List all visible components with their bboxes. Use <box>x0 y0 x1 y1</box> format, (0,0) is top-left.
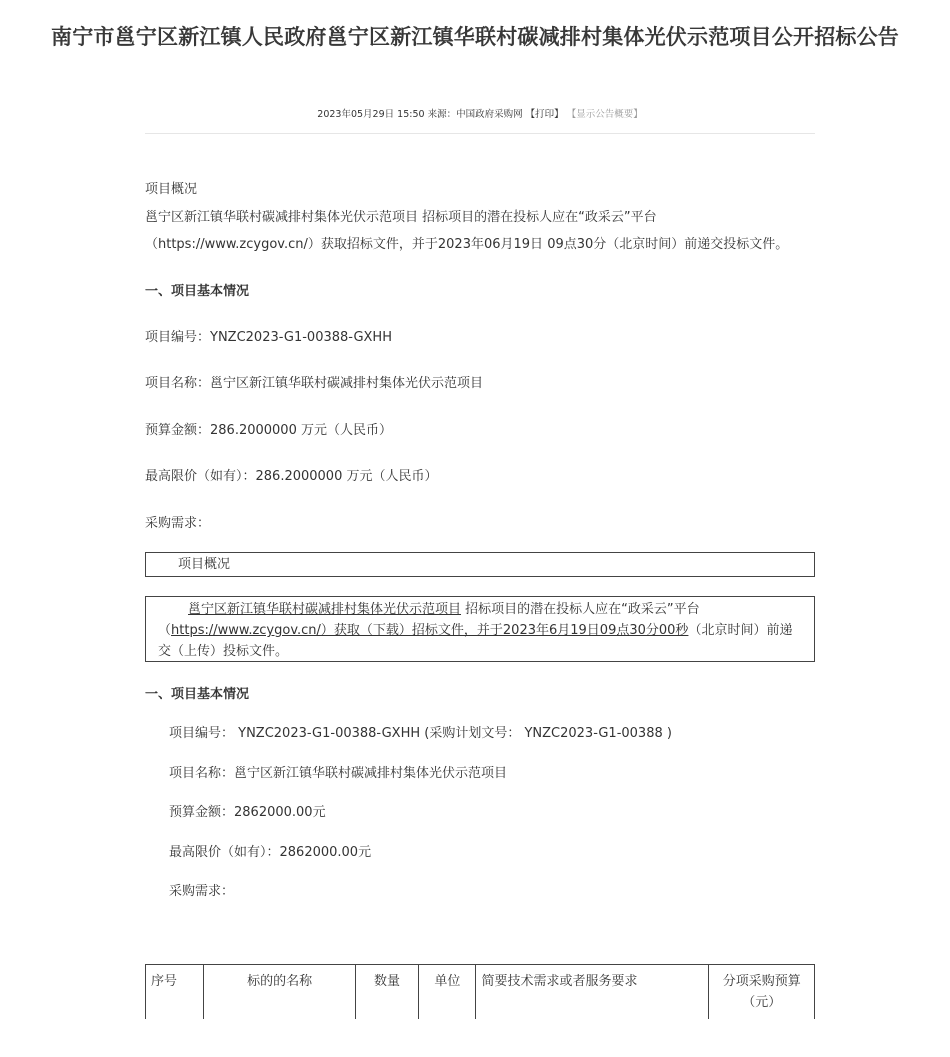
project-name-detail: 项目名称：邕宁区新江镇华联村碳减排村集体光伏示范项目 <box>169 766 508 781</box>
max-price-detail: 最高限价（如有）：2862000.00元 <box>169 845 372 860</box>
col-budget: 分项采购预算（元） <box>709 965 815 1020</box>
overview-line-1: 邕宁区新江镇华联村碳减排村集体光伏示范项目 招标项目的潜在投标人应在“政采云”平台 <box>145 210 657 225</box>
project-number-detail: 项目编号： YNZC2023-G1-00388-GXHH (采购计划文号： YNZC2023-G1-00388 ) <box>169 726 672 741</box>
requirements-table <box>145 964 815 1019</box>
budget-amount: 预算金额：286.2000000 万元（人民币） <box>145 423 392 438</box>
zcygov-link[interactable]: https://www.zcygov.cn/）获取（下载）招标文件，并于2023年6月19日09点30分00秒 <box>171 623 689 638</box>
max-price: 最高限价（如有）：286.2000000 万元（人民币） <box>145 469 438 484</box>
col-item-name: 标的的名称 <box>204 965 356 1020</box>
source-name: 中国政府采购网 <box>456 109 523 120</box>
overview-line-2: （https://www.zcygov.cn/）获取招标文件，并于2023年06月19日 09点30分（北京时间）前递交投标文件。 <box>145 237 789 252</box>
show-summary-link[interactable]: 【显示公告概要】 <box>566 109 643 120</box>
procurement-requirement-detail: 采购需求： <box>169 884 235 899</box>
overview-detail-text-b: （ <box>158 623 172 638</box>
page-title: 南宁市邕宁区新江镇人民政府邕宁区新江镇华联村碳减排村集体光伏示范项目公开招标公告 <box>51 25 899 49</box>
overview-heading: 项目概况 <box>145 182 198 197</box>
publish-datetime: 2023年05月29日 15:50 <box>317 109 425 120</box>
header-divider <box>145 133 815 134</box>
table-header-row <box>146 965 815 1020</box>
project-name: 项目名称：邕宁区新江镇华联村碳减排村集体光伏示范项目 <box>145 376 484 391</box>
section-1-heading: 一、项目基本情况 <box>145 284 250 299</box>
overview-box <box>145 552 815 577</box>
overview-box-label: 项目概况 <box>178 557 231 572</box>
project-name-link[interactable]: 邕宁区新江镇华联村碳减排村集体光伏示范项目 <box>188 602 462 617</box>
col-unit: 单位 <box>419 965 476 1020</box>
overview-detail-box <box>145 596 815 662</box>
col-index: 序号 <box>146 965 204 1020</box>
announcement-meta <box>145 106 815 120</box>
budget-amount-detail: 预算金额：2862000.00元 <box>169 805 326 820</box>
overview-detail-text-d: 交（上传）投标文件。 <box>158 644 289 659</box>
col-requirements: 简要技术需求或者服务要求 <box>476 965 709 1020</box>
print-link[interactable]: 【打印】 <box>525 109 564 120</box>
procurement-requirement: 采购需求： <box>145 516 211 531</box>
overview-detail-text-a: 招标项目的潜在投标人应在“政采云”平台 <box>461 602 700 617</box>
project-number: 项目编号：YNZC2023-G1-00388-GXHH <box>145 330 392 345</box>
col-quantity: 数量 <box>355 965 418 1020</box>
overview-detail-text-c: （北京时间）前递 <box>688 623 793 638</box>
section-2-heading: 一、项目基本情况 <box>145 687 250 702</box>
source-label: 来源： <box>427 109 457 120</box>
